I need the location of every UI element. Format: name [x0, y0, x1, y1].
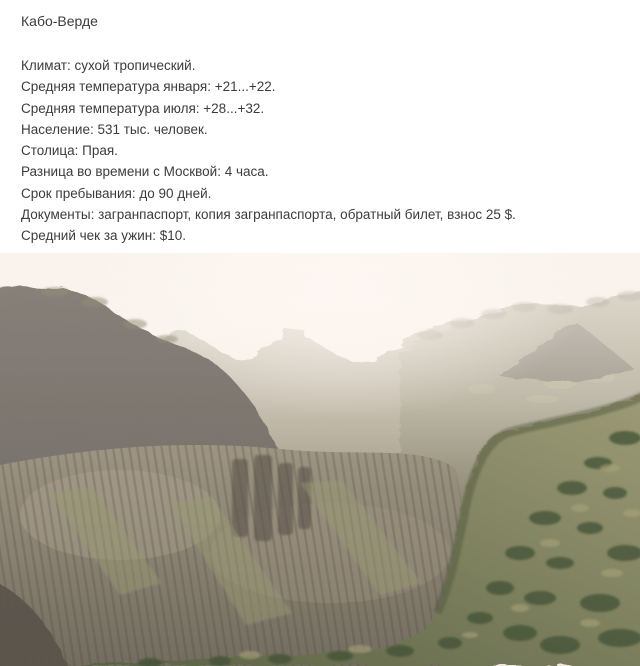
fact-temp-july: Средняя температура июля: +28...+32.: [21, 100, 265, 116]
fact-time-difference: Разница во времени с Москвой: 4 часа.: [21, 164, 269, 180]
fact-documents: Документы: загранпаспорт, копия загранпаспорта, обратный билет, взнос 25 $.: [21, 207, 516, 223]
fact-stay-duration: Срок пребывания: до 90 дней.: [21, 185, 212, 201]
facts-list: [21, 55, 620, 247]
fact-population: Население: 531 тыс. человек.: [21, 121, 208, 137]
mountain-landscape-illustration: [0, 253, 640, 666]
country-title: Кабо-Верде: [21, 13, 98, 29]
warm-veil: [0, 253, 640, 666]
fact-dinner-cost: Средний чек за ужин: $10.: [21, 228, 186, 244]
fact-temp-january: Средняя температура января: +21...+22.: [21, 79, 276, 95]
landscape-photo: [0, 253, 640, 666]
country-info-block: [0, 0, 640, 253]
fact-climate: Климат: сухой тропический.: [21, 58, 196, 73]
fact-capital: Столица: Прая.: [21, 143, 118, 159]
